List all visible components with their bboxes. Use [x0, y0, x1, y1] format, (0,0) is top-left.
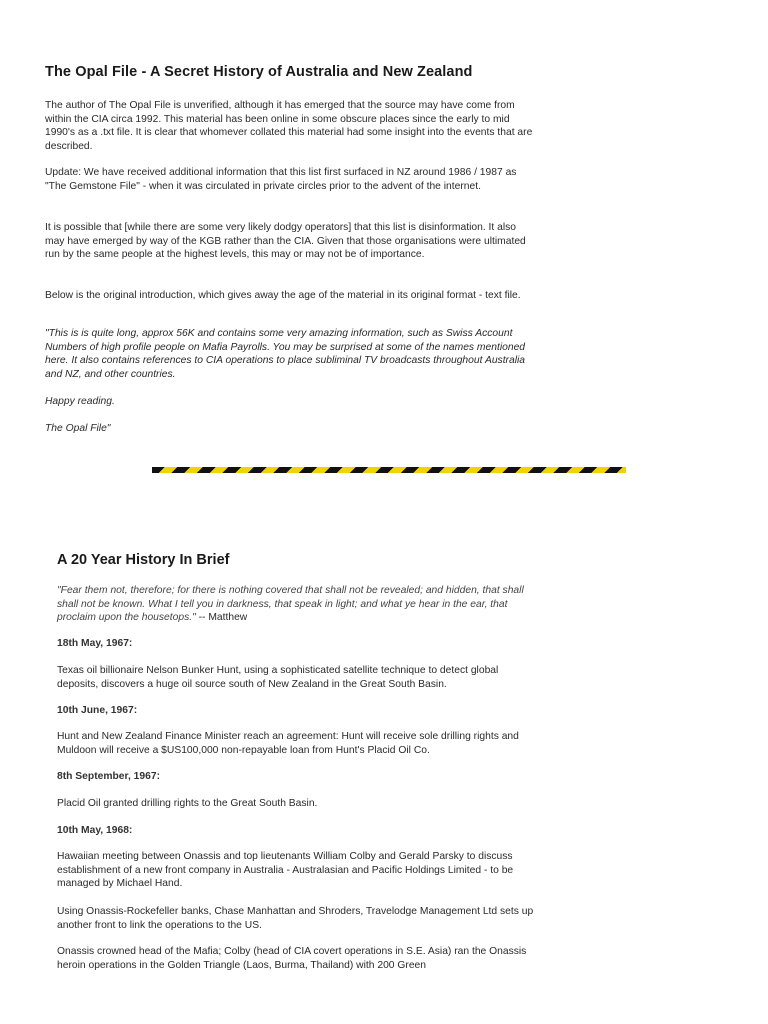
original-intro-quote [45, 327, 535, 381]
intro-text-3: It is possible that [while there are some very likely dodgy operators] that this list is disinformation. It also may have emerged by way of the KGB rather than the CIA. Given that those organisations were ultimated run by the same people at the highest levels, this may or may not be of importance. [45, 222, 526, 261]
extra-text-2: Onassis crowned head of the Mafia; Colby (head of CIA covert operations in S.E. Asia) ran the Onassis heroin operations in the Golden Triangle (Laos, Burma, Thailand) with 200 Green [57, 946, 527, 971]
hazard-stripe-divider [152, 467, 626, 473]
epigraph-quote: "Fear them not, therefore; for there is nothing covered that shall not be revealed; and hidden, that shall shall not be known. What I tell you in darkness, that speak in light; and what ye hear in the ear, that proclaim upon the housetops." [57, 585, 524, 624]
intro-paragraph-2 [45, 166, 535, 193]
entry-date-text-3: 8th September, 1967: [57, 771, 161, 782]
extra-paragraph-1 [57, 905, 535, 932]
section-heading: A 20 Year History In Brief [57, 552, 230, 568]
intro-paragraph-4 [45, 289, 535, 303]
entry-text-2 [57, 730, 535, 757]
extra-paragraph-2 [57, 945, 535, 972]
original-intro-text: "This is is quite long, approx 56K and contains some very amazing information, such as Swiss Account Numbers of high profile people on Mafia Payrolls. You may be surprised at some of the names mentioned here. It also contains references to CIA operations to place subliminal TV broadcasts throughout Australia and NZ, and other countries. [45, 328, 526, 380]
page-title: The Opal File - A Secret History of Australia and New Zealand [45, 64, 473, 80]
epigraph [57, 584, 535, 625]
entry-date-4 [57, 824, 535, 838]
intro-text-1: The author of The Opal File is unverified, although it has emerged that the source may have come from within the CIA circa 1992. This material has been online in some obscure places since the early to mid 1990's as a .txt file. It is clear that whomever collated this material had some insight into the events that are described. [45, 100, 533, 152]
intro-text-4: Below is the original introduction, which gives away the age of the material in its original format - text file. [45, 290, 521, 301]
entry-body-1: Texas oil billionaire Nelson Bunker Hunt, using a sophisticated satellite technique to detect global deposits, discovers a huge oil source south of New Zealand in the Great South Basin. [57, 665, 499, 690]
entry-date-1 [57, 637, 535, 651]
entry-body-3: Placid Oil granted drilling rights to the Great South Basin. [57, 798, 318, 809]
entry-text-3 [57, 797, 535, 811]
happy-reading-text: Happy reading. [45, 396, 115, 407]
intro-paragraph-3 [45, 221, 535, 262]
opal-file-signoff [45, 422, 535, 436]
entry-date-2 [57, 704, 535, 718]
entry-body-2: Hunt and New Zealand Finance Minister reach an agreement: Hunt will receive sole drilling rights and Muldoon will receive a $US100,000 non-repayable loan from Hunt's Placid Oil Co. [57, 731, 519, 756]
entry-body-4: Hawaiian meeting between Onassis and top lieutenants William Colby and Gerald Parsky to discuss establishment of a new front company in Australia - Australasian and Pacific Holdings Limited - to be managed by Michael Hand. [57, 851, 514, 890]
entry-text-1 [57, 664, 535, 691]
entry-date-3 [57, 770, 535, 784]
extra-text-1: Using Onassis-Rockefeller banks, Chase Manhattan and Shroders, Travelodge Management Ltd sets up another front to link the operations to the US. [57, 906, 534, 931]
epigraph-attribution: -- Matthew [195, 612, 248, 624]
intro-paragraph-1 [45, 99, 535, 153]
entry-date-text-1: 18th May, 1967: [57, 638, 133, 649]
opal-file-signoff-text: The Opal File" [45, 423, 111, 434]
intro-text-2: Update: We have received additional information that this list first surfaced in NZ around 1986 / 1987 as "The Gemstone File" - when it was circulated in private circles prior to the advent of the internet. [45, 167, 517, 192]
entry-text-4 [57, 850, 535, 891]
entry-date-text-2: 10th June, 1967: [57, 705, 138, 716]
happy-reading [45, 395, 535, 409]
entry-date-text-4: 10th May, 1968: [57, 825, 133, 836]
